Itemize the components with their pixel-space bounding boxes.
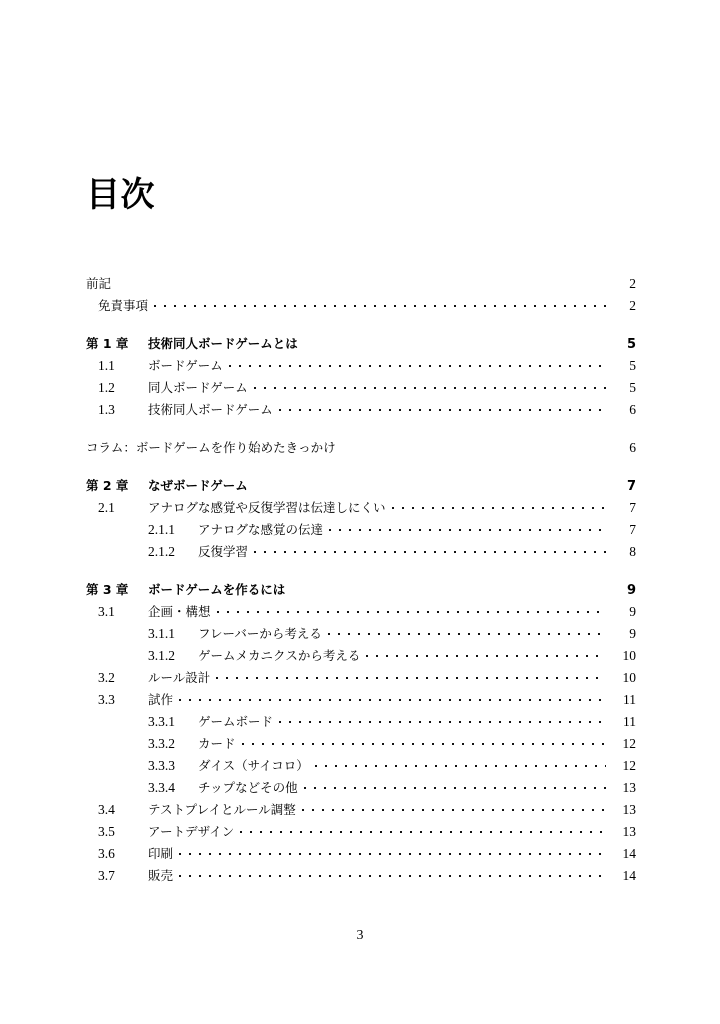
toc-entry-number: 3.1.1 [148,626,175,641]
toc-entry-number: 1.1 [98,358,115,373]
toc-entry-page-number: 9 [629,626,636,641]
toc-entry-page-number: 14 [622,868,636,883]
toc-entry-page-number: 7 [626,479,636,494]
toc-entry-page-number: 12 [622,736,636,751]
toc-entry-label: 免責事項 [98,298,149,313]
toc-entry-label: フレーバーから考える [198,626,322,641]
toc-entry-number: 3.5 [98,824,115,839]
toc-entry[interactable] [86,274,636,296]
toc-entry[interactable] [86,844,636,866]
toc-entry[interactable] [86,542,636,564]
toc-entry-page-number: 13 [622,780,636,795]
toc-entry-page-number: 7 [629,500,636,515]
toc-dot-leader [392,500,606,512]
toc-entry-label: 企画・構想 [148,604,211,619]
toc-dot-leader [242,736,606,748]
toc-dot-leader [329,522,606,534]
toc-entry[interactable] [86,378,636,400]
page-title: 目次 [86,174,155,215]
toc-dot-leader [328,626,606,638]
toc-entry[interactable] [86,498,636,520]
toc-entry-label: カード [198,736,236,751]
toc-entry-page-number: 10 [622,670,636,685]
toc-dot-leader [240,824,606,836]
toc-entry[interactable] [86,690,636,712]
toc-entry-label: 技術同人ボードゲームとは [148,336,298,351]
toc-entry-label: チップなどその他 [198,780,298,795]
toc-entry-page-number: 11 [623,714,636,729]
toc-entry-label: アートデザイン [148,824,235,839]
toc-dot-leader [291,582,604,594]
toc-entry-label: ゲームボード [198,714,274,729]
toc-entry-number: 第 3 章 [86,582,129,597]
toc-entry-page-number: 12 [622,758,636,773]
toc-dot-leader [254,478,604,490]
toc-entry[interactable] [86,778,636,800]
toc-entry-label: 試作 [148,692,174,707]
toc-entry-number: 3.3.2 [148,736,175,751]
toc-entry[interactable] [86,712,636,734]
toc-dot-leader [342,440,606,452]
toc-entry-number: 2.1.1 [148,522,175,537]
toc-entry-page-number: 10 [622,648,636,663]
toc-dot-leader [254,380,606,392]
toc-entry-label: なぜボードゲーム [148,478,248,493]
toc-dot-leader [216,670,606,682]
toc-entry-page-number: 9 [629,604,636,619]
page-folio-number: 3 [356,928,364,943]
toc-entry-page-number: 13 [622,802,636,817]
toc-entry-number: 2.1.2 [148,544,175,559]
toc-entry-number: 3.2 [98,670,115,685]
toc-entry-number: 第 2 章 [86,478,129,493]
toc-entry-number: 3.3.1 [148,714,175,729]
toc-dot-leader [302,802,606,814]
toc-entry-number: 3.4 [98,802,115,817]
toc-entry-label: アナログな感覚や反復学習は伝達しにくい [148,500,386,515]
toc-entry[interactable] [86,438,636,460]
toc-entry-page-number: 13 [622,824,636,839]
toc-dot-leader [179,868,606,880]
toc-entry[interactable] [86,520,636,542]
toc-entry-label: コラム：ボードゲームを作り始めたきっかけ [86,440,336,455]
toc-entry-label: ボードゲーム [148,358,223,373]
toc-dot-leader [304,780,606,792]
toc-entry-page-number: 9 [626,583,636,598]
toc-entry-number: 1.2 [98,380,115,395]
toc-entry-label: ゲームメカニクスから考える [198,648,361,663]
toc-entry-page-number: 5 [626,337,636,352]
toc-dot-leader [229,358,606,370]
toc-entry-label: 前記 [86,276,112,291]
toc-entry-label: 反復学習 [198,544,249,559]
toc-entry[interactable] [86,476,636,498]
toc-dot-leader [179,692,606,704]
toc-entry[interactable] [86,734,636,756]
toc-entry-number: 3.1.2 [148,648,175,663]
toc-entry-label: 同人ボードゲーム [148,380,248,395]
toc-entry[interactable] [86,668,636,690]
toc-dot-leader [179,846,606,858]
toc-dot-leader [117,276,606,288]
toc-entry-label: 販売 [148,868,174,883]
toc-entry-number: 3.7 [98,868,115,883]
toc-dot-leader [304,336,604,348]
toc-entry-page-number: 11 [623,692,636,707]
toc-dot-leader [154,298,606,310]
toc-entry-number: 3.3 [98,692,115,707]
toc-entry-label: 印刷 [148,846,174,861]
toc-entry-label: ボードゲームを作るには [148,582,286,597]
toc-entry[interactable] [86,756,636,778]
toc-dot-leader [254,544,606,556]
toc-entry[interactable] [86,624,636,646]
toc-entry-page-number: 6 [629,402,636,417]
toc-dot-leader [279,714,606,726]
toc-entry-label: 技術同人ボードゲーム [148,402,273,417]
toc-entry[interactable] [86,646,636,668]
toc-entry[interactable] [86,580,636,602]
toc-entry[interactable] [86,822,636,844]
toc-entry[interactable] [86,866,636,888]
toc-dot-leader [279,402,606,414]
toc-entry-number: 1.3 [98,402,115,417]
toc-entry-label: テストプレイとルール調整 [148,802,296,817]
toc-entry-number: 3.1 [98,604,115,619]
toc-entry-page-number: 2 [629,298,636,313]
toc-entry-label: ルール設計 [148,670,211,685]
toc-entry[interactable] [86,400,636,422]
toc-entry-number: 2.1 [98,500,115,515]
toc-entry[interactable] [86,334,636,356]
toc-entry[interactable] [86,602,636,624]
toc-dot-leader [217,604,606,616]
toc-entry-page-number: 14 [622,846,636,861]
toc-entry-number: 3.6 [98,846,115,861]
toc-entry-page-number: 5 [629,380,636,395]
toc-entry-page-number: 8 [629,544,636,559]
table-of-contents-list [86,274,636,888]
toc-dot-leader [315,758,606,770]
toc-entry-page-number: 6 [629,440,636,455]
toc-entry-page-number: 7 [629,522,636,537]
toc-entry-label: アナログな感覚の伝達 [198,522,324,537]
toc-dot-leader [366,648,606,660]
toc-entry-number: 3.3.4 [148,780,175,795]
toc-entry-page-number: 5 [629,358,636,373]
toc-entry-number: 第 1 章 [86,336,129,351]
toc-entry[interactable] [86,296,636,318]
toc-entry[interactable] [86,800,636,822]
toc-entry-label: ダイス（サイコロ） [198,758,309,773]
toc-entry-number: 3.3.3 [148,758,175,773]
toc-entry[interactable] [86,356,636,378]
toc-entry-page-number: 2 [629,276,636,291]
